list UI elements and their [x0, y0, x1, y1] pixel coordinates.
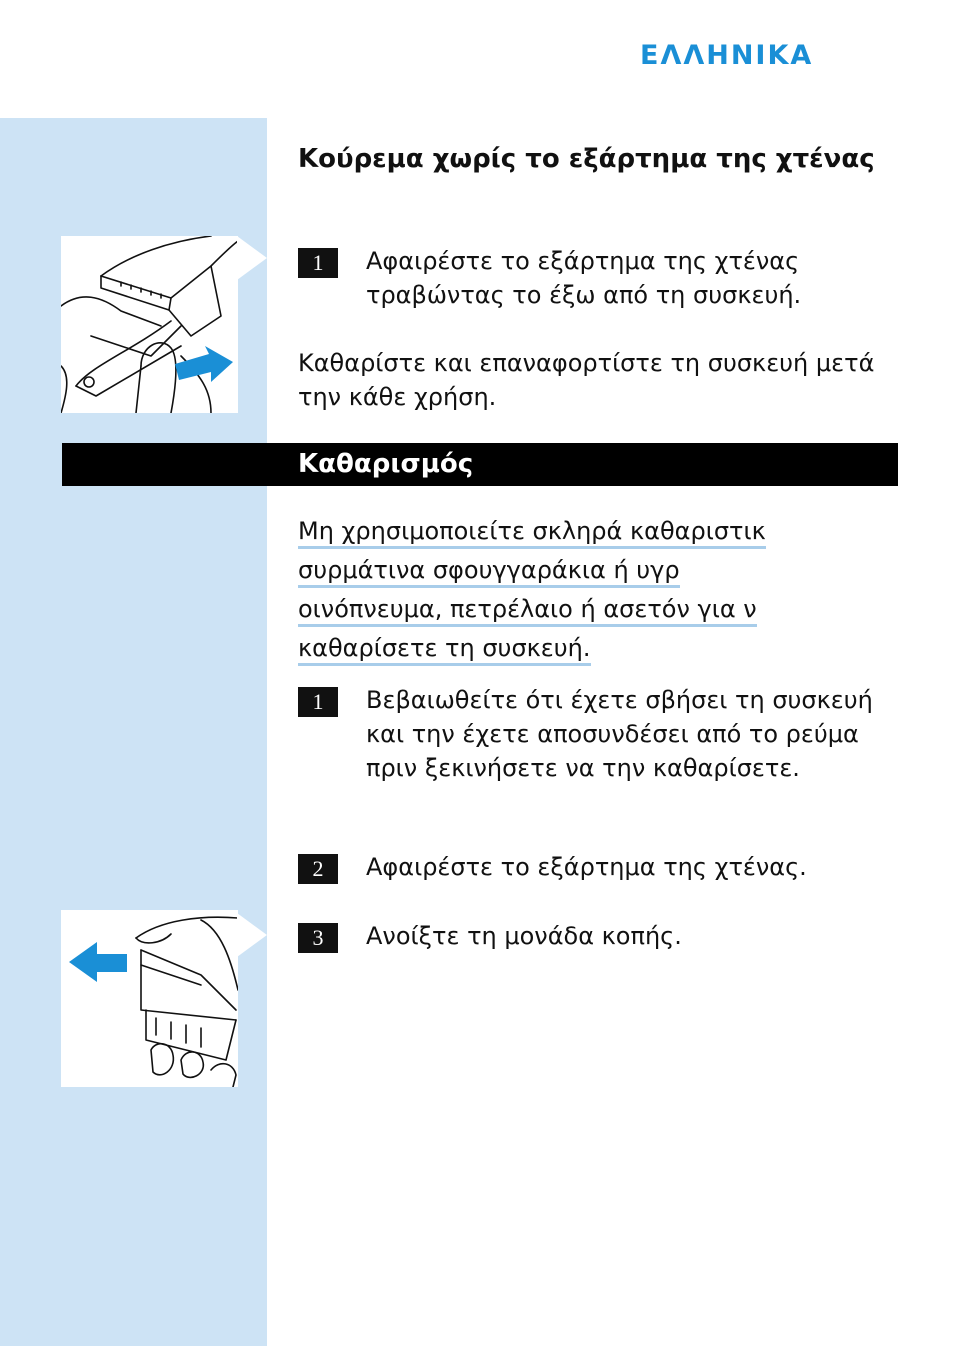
section-title-trim-without-comb: Κούρεμα χωρίς το εξάρτημα της χτένας — [298, 144, 875, 174]
warning-line: Μη χρησιμοποιείτε σκληρά καθαριστικ — [298, 516, 766, 549]
illustration-open-cutting-unit — [61, 910, 238, 1087]
note-clean-recharge: Καθαρίστε και επαναφορτίστε τη συσκευή μετά την κάθε χρήση. — [298, 349, 875, 411]
section-heading-bar — [62, 443, 898, 486]
warning-block — [298, 514, 878, 670]
step-number: 1 — [298, 248, 338, 278]
step-number: 2 — [298, 854, 338, 884]
step-number: 1 — [298, 687, 338, 717]
section-title-cleaning: Καθαρισμός — [298, 449, 474, 479]
illustration-remove-comb-drawing — [61, 236, 238, 413]
arrow-right-icon — [175, 346, 235, 386]
arrow-left-icon — [69, 940, 131, 984]
illustration-pointer — [237, 236, 267, 280]
illustration-pointer — [237, 913, 267, 957]
step-text: Βεβαιωθείτε ότι έχετε σβήσει τη συσκευή και την έχετε αποσυνδέσει από το ρεύμα πριν ξεκινήσετε να την καθαρίσετε. — [366, 686, 873, 782]
step-text: Αφαιρέστε το εξάρτημα της χτένας τραβώντας το έξω από τη συσκευή. — [366, 247, 802, 309]
illustration-open-cutting-unit-drawing — [61, 910, 238, 1087]
warning-line: συρμάτινα σφουγγαράκια ή υγρ — [298, 555, 680, 588]
illustration-remove-comb — [61, 236, 238, 413]
step-number: 3 — [298, 923, 338, 953]
warning-line: οινόπνευμα, πετρέλαιο ή ασετόν για ν — [298, 594, 757, 627]
step-text: Ανοίξτε τη μονάδα κοπής. — [366, 922, 682, 950]
language-label: ΕΛΛΗΝΙΚΑ — [640, 40, 814, 71]
warning-line: καθαρίσετε τη συσκευή. — [298, 633, 591, 666]
step-text: Αφαιρέστε το εξάρτημα της χτένας. — [366, 853, 807, 881]
